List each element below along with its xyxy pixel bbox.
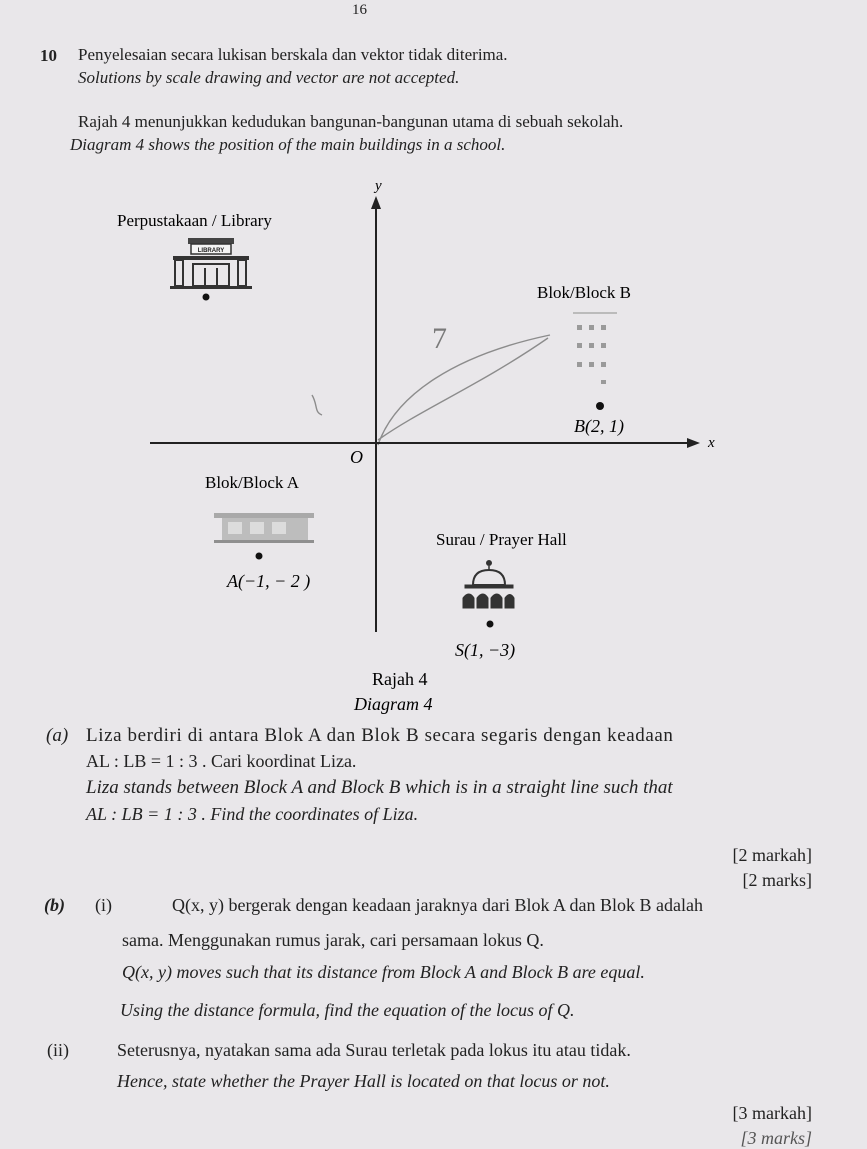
part-a-text-english-2: AL : LB = 1 : 3 . Find the coordinates of Liza. [86, 804, 419, 824]
block-b-point [596, 402, 604, 410]
part-b-i-text-malay-2: sama. Menggunakan rumus jarak, cari persamaan lokus Q. [122, 930, 544, 950]
part-a-marks-english: [2 marks] [742, 870, 812, 890]
block-b-label: Blok/Block B [537, 283, 631, 302]
surau-icon [463, 561, 514, 609]
block-b-coordinate: B(2, 1) [574, 416, 624, 436]
part-b-marks-malay: [3 markah] [732, 1103, 812, 1123]
instruction-malay: Penyelesaian secara lukisan berskala dan vektor tidak diterima. [78, 45, 508, 64]
part-b-i-text-english-1: Q(x, y) moves such that its distance from Block A and Block B are equal. [122, 962, 645, 982]
part-a-text-malay-2: AL : LB = 1 : 3 . Cari koordinat Liza. [86, 751, 357, 771]
part-a-text-english-1: Liza stands between Block A and Block B which is in a straight line such that [86, 777, 673, 798]
part-a-text-malay-1: Liza berdiri di antara Blok A dan Blok B secara segaris dengan keadaan [86, 725, 674, 746]
library-point [203, 294, 210, 301]
part-b-label: (b) [44, 895, 65, 915]
pencil-scribble-text: 7 [432, 322, 447, 355]
y-axis-label: y [375, 178, 382, 194]
instruction-english: Solutions by scale drawing and vector are not accepted. [78, 68, 460, 87]
question-number: 10 [40, 46, 57, 65]
part-b-i-text-malay-1: Q(x, y) bergerak dengan keadaan jaraknya dari Blok A dan Blok B adalah [172, 895, 703, 915]
x-axis [150, 438, 700, 448]
diagram-caption-english: Diagram 4 [354, 694, 433, 714]
intro-malay: Rajah 4 menunjukkan kedudukan bangunan-bangunan utama di sebuah sekolah. [78, 112, 624, 131]
library-label: Perpustakaan / Library [117, 211, 272, 230]
part-b-ii-text-malay: Seterusnya, nyatakan sama ada Surau terletak pada lokus itu atau tidak. [117, 1040, 631, 1060]
part-b-marks-english: [3 marks] [740, 1128, 812, 1148]
page-number: 16 [352, 2, 367, 18]
block-a-coordinate: A(−1, − 2 ) [227, 571, 311, 591]
library-sign: LIBRARY [197, 248, 225, 254]
surau-label: Surau / Prayer Hall [436, 530, 567, 549]
pencil-scribble [312, 335, 550, 445]
intro-english: Diagram 4 shows the position of the main buildings in a school. [70, 135, 506, 154]
block-a-point [256, 553, 263, 560]
part-b-ii-label: (ii) [47, 1040, 69, 1060]
surau-point [487, 621, 494, 628]
block-a-label: Blok/Block A [205, 473, 299, 492]
part-b-i-label: (i) [95, 895, 112, 915]
x-axis-label: x [708, 435, 715, 451]
part-a-marks-malay: [2 markah] [732, 845, 812, 865]
block-b-icon [573, 312, 617, 384]
part-b-i-text-english-2: Using the distance formula, find the equation of the locus of Q. [120, 1000, 575, 1020]
surau-coordinate: S(1, −3) [455, 640, 516, 660]
block-a-icon [214, 513, 314, 543]
part-a-label: (a) [46, 725, 69, 746]
library-icon [170, 238, 252, 289]
y-axis [371, 196, 381, 632]
diagram-caption-malay: Rajah 4 [372, 669, 428, 689]
part-b-ii-text-english: Hence, state whether the Prayer Hall is located on that locus or not. [117, 1071, 610, 1091]
origin-label: O [350, 447, 363, 467]
